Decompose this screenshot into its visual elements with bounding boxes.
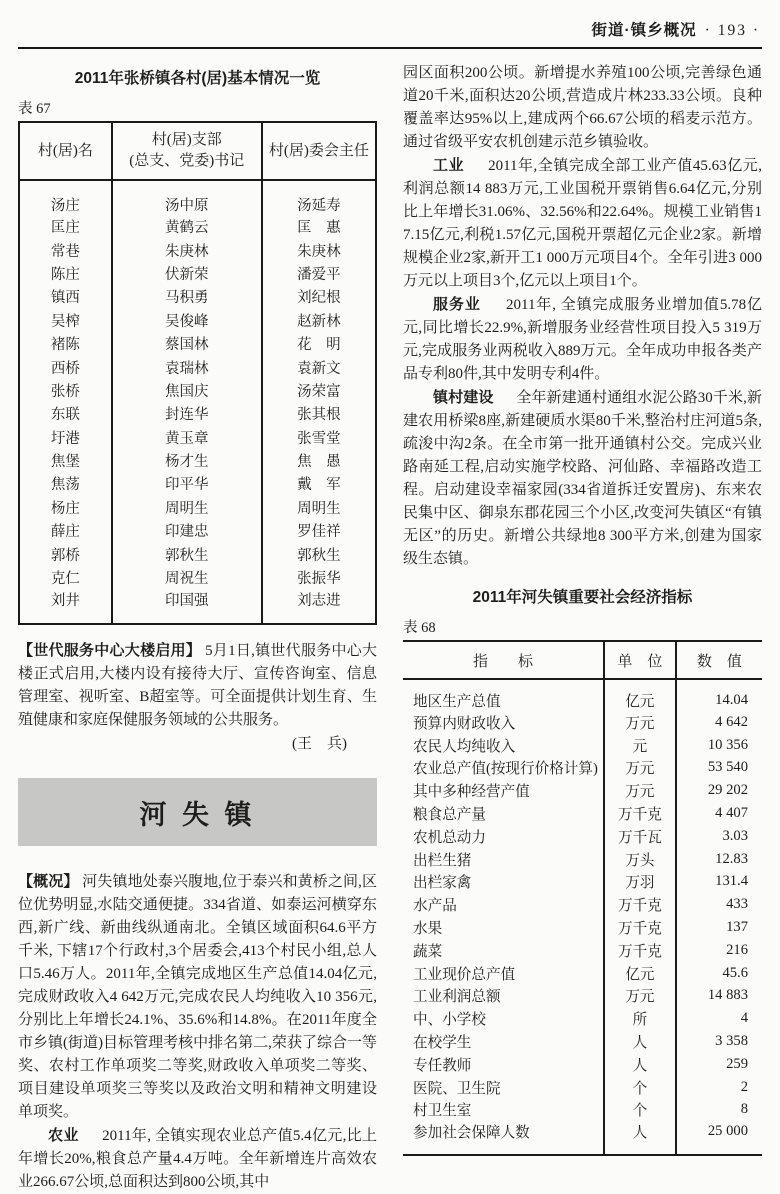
table-cell: 朱庚林 <box>297 243 341 260</box>
table-cell: 中、小学校 <box>403 1007 604 1030</box>
table-cell: 赵新林 <box>297 313 341 330</box>
table-cell: 汤庄 <box>19 180 112 215</box>
table-cell: 伏新荣 <box>112 262 262 285</box>
table-cell: 印平华 <box>112 472 262 495</box>
village-table <box>18 121 377 625</box>
table-row <box>19 332 376 355</box>
table-cell: 所 <box>604 1007 676 1030</box>
village-table-header-row <box>19 122 376 180</box>
continuation-paragraph: 园区面积200公顷。新增提水养殖100公顷,完善绿色通道20千米,面积达20公顷,营造成片林233.33公顷。良种覆盖率达95%以上,建成两个66.67公顷的稻麦示范方。通过省级平安农机创建示范乡镇验收。 <box>403 65 762 150</box>
table-cell: 汤荣富 <box>297 383 341 400</box>
table-cell: 戴 军 <box>297 477 341 494</box>
services-paragraph <box>403 293 762 386</box>
indicators-table <box>403 640 762 1156</box>
table-row <box>19 566 376 589</box>
construction-heading: 镇村建设 <box>433 389 494 406</box>
table-cell: 预算内财政收入 <box>403 711 604 734</box>
col-header-committee-director: 村(居)委会主任 <box>262 122 376 180</box>
table-cell: 参加社会保障人数 <box>403 1121 604 1155</box>
table-row <box>19 402 376 425</box>
table-cell: 45.6 <box>722 964 748 981</box>
table-cell: 53 540 <box>707 759 748 776</box>
table-row <box>403 916 762 939</box>
table-cell: 亿元 <box>604 679 676 711</box>
table-cell: 印国强 <box>112 589 262 624</box>
table-cell: 克仁 <box>19 566 112 589</box>
table-cell: 万千克 <box>604 893 676 916</box>
construction-paragraph <box>403 386 762 571</box>
table-cell: 出栏生猪 <box>403 848 604 871</box>
services-body: 2011年, 全镇完成服务业增加值5.78亿元,同比增长22.9%,新增服务业经营性项目投入5 319万元,完成服务业两税收入889万元。全年成功申报各类产品专利80件,其中发明专利4件。 <box>403 297 762 382</box>
table-row <box>403 1121 762 1155</box>
industry-body: 2011年,全镇完成全部工业产值45.63亿元,利润总额14 883万元,工业国税开票销售6.64亿元,分别比上年增长31.06%、32.56%和22.64%。规模工业销售17.15亿元,利税1.57亿元,国税开票超亿元企业2家。新增规模企业2家,新开工1 000万元项目4个。全年引进3 000万元以上项目3个,亿元以上项目1个。 <box>403 158 762 289</box>
industry-heading: 工业 <box>433 157 465 174</box>
table-cell: 3.03 <box>722 827 748 844</box>
table-cell: 印建忠 <box>112 519 262 542</box>
table-cell: 259 <box>726 1055 748 1072</box>
table-cell: 水产品 <box>403 893 604 916</box>
table-cell: 万元 <box>604 985 676 1008</box>
table-row <box>403 985 762 1008</box>
col-header-unit: 单 位 <box>604 641 676 679</box>
table-cell: 万元 <box>604 779 676 802</box>
service-center-paragraph <box>18 639 377 732</box>
table-row <box>19 542 376 565</box>
table-cell: 褚陈 <box>19 332 112 355</box>
table-row <box>19 238 376 261</box>
table-cell: 罗佳祥 <box>297 524 341 541</box>
table-cell: 433 <box>726 896 748 913</box>
table-row <box>19 262 376 285</box>
table-cell: 4 642 <box>715 713 748 730</box>
indicators-table-body <box>403 679 762 1155</box>
table-row <box>403 1030 762 1053</box>
table-cell: 东联 <box>19 402 112 425</box>
table-cell: 万千克 <box>604 916 676 939</box>
table-cell: 陈庄 <box>19 262 112 285</box>
table-cell: 汤中原 <box>112 180 262 215</box>
table-cell: 焦国庆 <box>112 379 262 402</box>
table-row <box>19 519 376 542</box>
table-cell: 216 <box>726 941 748 958</box>
table-cell: 地区生产总值 <box>403 679 604 711</box>
table-cell: 袁瑞林 <box>112 355 262 378</box>
table-cell: 12.83 <box>715 850 748 867</box>
table-cell: 张振华 <box>297 571 341 588</box>
table-row <box>19 180 376 215</box>
table-cell: 万羽 <box>604 871 676 894</box>
table-cell: 万千克 <box>604 802 676 825</box>
page-number: · 193 · <box>704 22 760 39</box>
table-cell: 农业总产值(按现行价格计算) <box>403 757 604 780</box>
table-row <box>403 871 762 894</box>
table-cell: 元 <box>604 734 676 757</box>
table-cell: 郭桥 <box>19 542 112 565</box>
right-column <box>403 62 762 1194</box>
table-cell: 刘纪根 <box>297 290 341 307</box>
overview-heading: 【概况】 <box>18 873 79 891</box>
agriculture-body: 2011年, 全镇实现农业总产值5.4亿元,比上年增长20%,粮食总产量4.4万吨。全年新增连片高效农业266.67公顷,总面积达到800公顷,其中 <box>18 1128 377 1191</box>
table-row <box>19 589 376 624</box>
table-cell: 4 407 <box>715 805 748 822</box>
agriculture-paragraph <box>18 1124 377 1194</box>
table-row <box>403 848 762 871</box>
table-row <box>403 939 762 962</box>
table-cell: 水果 <box>403 916 604 939</box>
table-row <box>19 379 376 402</box>
table-row <box>19 449 376 472</box>
table-cell: 万千瓦 <box>604 825 676 848</box>
industry-paragraph <box>403 154 762 293</box>
table-cell: 黄鹤云 <box>112 215 262 238</box>
table-cell: 个 <box>604 1076 676 1099</box>
table-cell: 4 <box>740 1010 748 1027</box>
col-header-branch-secretary: 村(居)支部 (总支、党委)书记 <box>112 122 262 180</box>
table-cell: 匡庄 <box>19 215 112 238</box>
table-cell: 万元 <box>604 757 676 780</box>
table-cell: 万元 <box>604 711 676 734</box>
table-cell: 8 <box>740 1101 748 1118</box>
table-row <box>19 309 376 332</box>
table-cell: 周明生 <box>297 500 341 517</box>
table-cell: 朱庚林 <box>112 238 262 261</box>
table-cell: 蔡国林 <box>112 332 262 355</box>
village-table-label: 表 67 <box>18 101 51 117</box>
table-cell: 杨才生 <box>112 449 262 472</box>
table-cell: 周明生 <box>112 496 262 519</box>
table-row <box>19 496 376 519</box>
table-cell: 人 <box>604 1053 676 1076</box>
table-row <box>403 802 762 825</box>
table-cell: 张桥 <box>19 379 112 402</box>
table-row <box>403 1076 762 1099</box>
table-cell: 工业现价总产值 <box>403 962 604 985</box>
service-center-heading: 【世代服务中心大楼启用】 <box>18 642 202 660</box>
table-cell: 亿元 <box>604 962 676 985</box>
table-cell: 袁新文 <box>297 360 341 377</box>
village-table-title: 2011年张桥镇各村(居)基本情况一览 <box>74 70 321 87</box>
table-cell: 农民人均纯收入 <box>403 734 604 757</box>
table-row <box>19 215 376 238</box>
table-cell: 人 <box>604 1030 676 1053</box>
table-cell: 万头 <box>604 848 676 871</box>
table-cell: 出栏家禽 <box>403 871 604 894</box>
overview-body: 河失镇地处泰兴腹地,位于泰兴和黄桥之间,区位优势明显,水陆交通便捷。334省道、如泰运河横穿东西,新广线、新曲线纵通南北。全镇区域面积64.6平方千米, 下辖17个行政村,3个居委会,413个村民小组,总人口5.46万人。2011年,全镇完成地区生产总值14.04亿元,完成财政收入4 642万元,完成农民人均纯收入10 356元, 分别比上年增长24.1%、35.6%和14.8%。在2011年度全市乡镇(街道)目标管理考核中排名第二,荣获了综合一等奖、农村工作单项奖二等奖,财政收入单项奖二等奖、项目建设单项奖三等奖以及政治文明和精神文明建设单项奖。 <box>18 874 377 1121</box>
table-cell: 封连华 <box>112 402 262 425</box>
table-cell: 吴俊峰 <box>112 309 262 332</box>
overview-paragraph <box>18 870 377 1124</box>
service-center-body: 5月1日,镇世代服务中心大楼正式启用,大楼内设有接待大厅、宣传咨询室、信息管理室、视听室、B超室等。可全面提供计划生育、生殖健康和家庭保健服务领域的公共服务。 <box>18 643 377 729</box>
table-row <box>403 1053 762 1076</box>
table-row <box>403 1099 762 1122</box>
table-cell: 常巷 <box>19 238 112 261</box>
table-cell: 专任教师 <box>403 1053 604 1076</box>
table-cell: 郭秋生 <box>112 542 262 565</box>
table-cell: 刘志进 <box>297 593 341 610</box>
table-cell: 郭秋生 <box>297 547 341 564</box>
author-byline: (王 兵) <box>292 736 347 753</box>
table-row <box>403 757 762 780</box>
table-cell: 万千克 <box>604 939 676 962</box>
table-cell: 镇西 <box>19 285 112 308</box>
table-cell: 马积勇 <box>112 285 262 308</box>
table-row <box>19 426 376 449</box>
table-cell: 潘爱平 <box>297 266 341 283</box>
table-cell: 工业利润总额 <box>403 985 604 1008</box>
col-header-indicator: 指 标 <box>403 641 604 679</box>
table-row <box>403 1007 762 1030</box>
town-section-banner: 河 失 镇 <box>18 778 377 846</box>
table-cell: 焦堡 <box>19 449 112 472</box>
table-row <box>403 779 762 802</box>
table-cell: 粮食总产量 <box>403 802 604 825</box>
table-row <box>403 825 762 848</box>
table-cell: 匡 惠 <box>297 220 341 237</box>
table-row <box>403 679 762 711</box>
table-cell: 医院、卫生院 <box>403 1076 604 1099</box>
table-cell: 村卫生室 <box>403 1099 604 1122</box>
table-cell: 14.04 <box>715 692 748 708</box>
table-cell: 黄玉章 <box>112 426 262 449</box>
table-cell: 张其根 <box>297 407 341 424</box>
table-cell: 汤延寿 <box>297 198 341 214</box>
services-heading: 服务业 <box>433 296 481 313</box>
table-cell: 3 358 <box>715 1033 748 1050</box>
agriculture-heading: 农业 <box>48 1127 79 1145</box>
table-row <box>19 472 376 495</box>
table-cell: 137 <box>726 919 748 936</box>
indicators-table-title: 2011年河失镇重要社会经济指标 <box>472 589 693 606</box>
table-cell: 人 <box>604 1121 676 1155</box>
table-cell: 农机总动力 <box>403 825 604 848</box>
table-cell: 蔬菜 <box>403 939 604 962</box>
table-cell: 薛庄 <box>19 519 112 542</box>
table-cell: 焦 愚 <box>297 454 341 471</box>
running-head <box>18 16 762 49</box>
table-cell: 圩港 <box>19 426 112 449</box>
table-row <box>403 962 762 985</box>
col-header-value: 数 值 <box>676 641 762 679</box>
table-cell: 其中多种经营产值 <box>403 779 604 802</box>
table-cell: 杨庄 <box>19 496 112 519</box>
table-cell: 2 <box>740 1078 748 1095</box>
table-cell: 个 <box>604 1099 676 1122</box>
col-header-village-name: 村(居)名 <box>19 122 112 180</box>
table-cell: 吴榨 <box>19 309 112 332</box>
table-row <box>403 734 762 757</box>
table-cell: 刘井 <box>19 589 112 624</box>
table-cell: 西桥 <box>19 355 112 378</box>
indicators-table-label: 表 68 <box>403 620 436 636</box>
village-table-body <box>19 180 376 624</box>
table-cell: 焦荡 <box>19 472 112 495</box>
left-column <box>18 62 377 1194</box>
indicators-table-header-row <box>403 641 762 679</box>
table-row <box>19 285 376 308</box>
table-cell: 29 202 <box>707 782 748 799</box>
table-cell: 25 000 <box>707 1123 748 1140</box>
table-row <box>403 711 762 734</box>
table-row <box>403 893 762 916</box>
table-cell: 14 883 <box>707 987 748 1004</box>
table-cell: 张雪堂 <box>297 430 341 447</box>
table-cell: 花 明 <box>297 337 341 354</box>
table-cell: 131.4 <box>715 873 748 890</box>
section-title: 街道·镇乡概况 <box>591 22 697 39</box>
table-row <box>19 355 376 378</box>
table-cell: 10 356 <box>707 736 748 753</box>
construction-body: 全年新建通村通组水泥公路30千米,新建农用桥梁8座,新建硬质水渠80千米,整治村庄河道5条, 疏浚中沟2条。在全市第一批开通镇村公交。完成兴业路南延工程,启动实施学校路、河仙路、幸福路改造工程。启动建设幸福家园(334省道拆迁安置房)、东来农民集中区、御泉东郡花园三个小区,改变河失镇区“有镇无区”的历史。新增公共绿地8 300平方米,创建为国家级生态镇。 <box>403 390 762 567</box>
table-cell: 在校学生 <box>403 1030 604 1053</box>
table-cell: 周祝生 <box>112 566 262 589</box>
